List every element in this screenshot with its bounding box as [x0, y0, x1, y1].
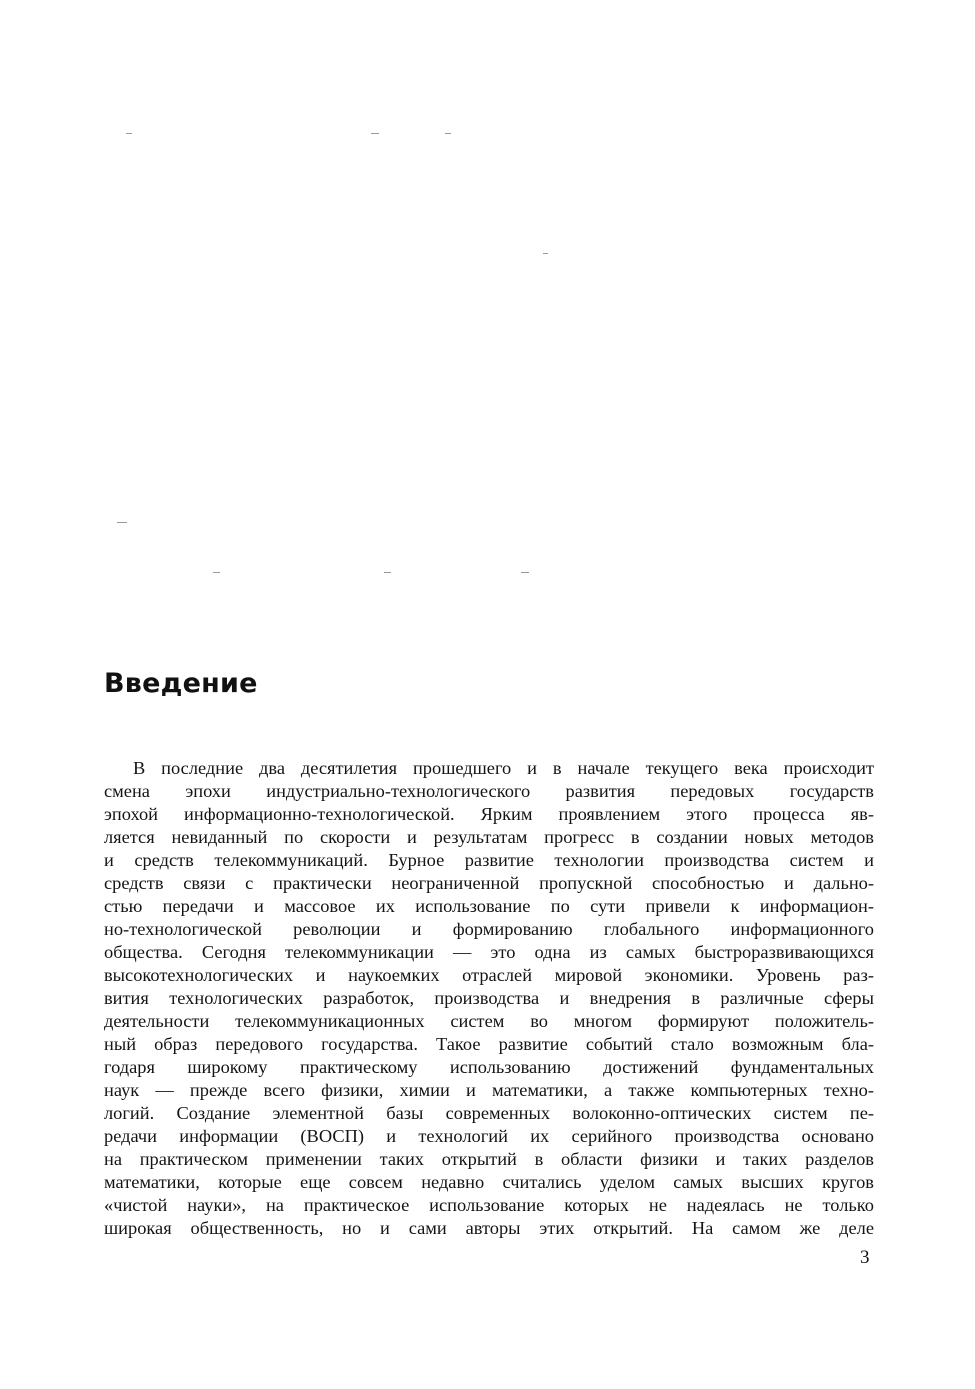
text-line: смена эпохи индустриально-технологического развития передовых государств	[104, 781, 874, 801]
text-line: но-технологической революции и формированию глобального информационного	[104, 919, 874, 939]
scan-artifact	[384, 572, 391, 573]
text-line: «чистой науки», на практическое использование которых не надеялась не только	[104, 1195, 874, 1215]
text-line: ный образ передового государства. Такое развитие событий стало возможным бла-	[104, 1034, 874, 1054]
text-line: на практическом применении таких открытий в области физики и таких разделов	[104, 1149, 874, 1169]
page-title: Введение	[104, 668, 258, 699]
text-line: редачи информации (ВОСП) и технологий их серийного производства основано	[104, 1126, 874, 1146]
scan-artifact	[521, 572, 529, 573]
text-line: общества. Сегодня телекоммуникации — это одна из самых быстроразвивающихся	[104, 942, 874, 962]
text-line: стью передачи и массовое их использование по сути привели к информацион-	[104, 896, 874, 916]
scan-artifact	[543, 253, 548, 254]
text-line: высокотехнологических и наукоемких отраслей мировой экономики. Уровень раз-	[104, 965, 874, 985]
text-line: деятельности телекоммуникационных систем во многом формируют положитель-	[104, 1011, 874, 1031]
scan-artifact	[445, 133, 451, 134]
text-line: вития технологических разработок, производства и внедрения в различные сферы	[104, 988, 874, 1008]
text-line: В последние два десятилетия прошедшего и в начале текущего века происходит	[133, 758, 874, 778]
scan-artifact	[371, 133, 379, 134]
text-line: широкая общественность, но и сами авторы этих открытий. На самом же деле	[104, 1218, 874, 1238]
scan-artifact	[213, 572, 220, 573]
text-line: эпохой информационно-технологической. Ярким проявлением этого процесса яв-	[104, 804, 874, 824]
text-line: годаря широкому практическому использованию достижений фундаментальных	[104, 1057, 874, 1077]
page-number: 3	[860, 1247, 870, 1268]
text-line: математики, которые еще совсем недавно считались уделом самых высших кругов	[104, 1172, 874, 1192]
scan-artifact	[117, 522, 127, 523]
text-line: логий. Создание элементной базы современных волоконно-оптических систем пе-	[104, 1103, 874, 1123]
scan-artifact	[126, 133, 132, 134]
text-line: средств связи с практически неограниченной пропускной способностью и дально-	[104, 873, 874, 893]
text-line: и средств телекоммуникаций. Бурное развитие технологии производства систем и	[104, 850, 874, 870]
text-line: ляется невиданный по скорости и результатам прогресс в создании новых методов	[104, 827, 874, 847]
body-paragraph	[104, 757, 874, 1240]
text-line: наук — прежде всего физики, химии и математики, а также компьютерных техно-	[104, 1080, 874, 1100]
